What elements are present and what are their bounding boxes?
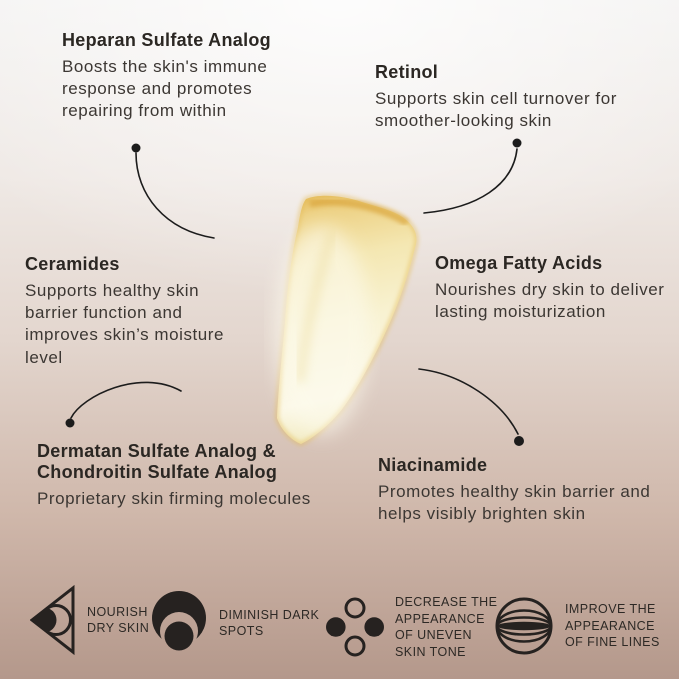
dot-heparan — [132, 144, 141, 153]
benefit-label: DIMINISH DARK SPOTS — [219, 607, 320, 638]
callout-body: Supports skin cell turnover for smoother-looking skin — [375, 89, 617, 131]
dot-cluster-icon — [326, 596, 384, 658]
triangle-eye-icon — [30, 584, 76, 656]
callout-heparan-sulfate-analog — [62, 30, 294, 123]
callout-retinol — [375, 62, 657, 132]
benefit-decrease-uneven-skin-tone — [326, 594, 503, 660]
connector-retinol — [424, 149, 517, 213]
callout-body: Boosts the skin's immune response and promotes repairing from within — [62, 57, 268, 121]
callout-title: Retinol — [375, 62, 439, 82]
benefit-label: IMPROVE THE APPEARANCE OF FINE LINES — [565, 602, 660, 650]
dot-niacinamide — [514, 436, 524, 446]
callout-title: Heparan Sulfate Analog — [62, 30, 271, 50]
dot-dermatan — [66, 419, 75, 428]
callout-title: Omega Fatty Acids — [435, 253, 603, 273]
connector-niacinamide — [419, 369, 518, 434]
callout-body: Promotes healthy skin barrier and helps visibly brighten skin — [378, 482, 651, 524]
callout-body: Supports healthy skin barrier function and improves skin’s moisture level — [25, 281, 224, 367]
sphere-lines-icon — [494, 596, 554, 656]
callout-dermatan-chondroitin — [37, 441, 339, 511]
callout-niacinamide — [378, 455, 670, 525]
benefit-label: NOURISH DRY SKIN — [87, 604, 150, 635]
callout-body: Nourishes dry skin to deliver lasting moisturization — [435, 280, 665, 322]
callout-title: Ceramides — [25, 254, 120, 274]
benefit-diminish-dark-spots — [150, 590, 335, 656]
benefit-improve-fine-lines — [494, 596, 669, 656]
dot-retinol — [513, 139, 522, 148]
connector-heparan — [136, 153, 214, 238]
callout-title: Niacinamide — [378, 455, 488, 475]
callout-title: Dermatan Sulfate Analog & Chondroitin Sulfate Analog — [37, 441, 278, 483]
dark-spot-icon — [150, 590, 208, 656]
callout-body: Proprietary skin firming molecules — [37, 489, 311, 509]
connector-dermatan — [71, 382, 181, 418]
benefit-label: DECREASE THE APPEARANCE OF UNEVEN SKIN TONE — [395, 595, 498, 659]
callout-ceramides — [25, 254, 233, 369]
callout-omega-fatty-acids — [435, 253, 667, 323]
